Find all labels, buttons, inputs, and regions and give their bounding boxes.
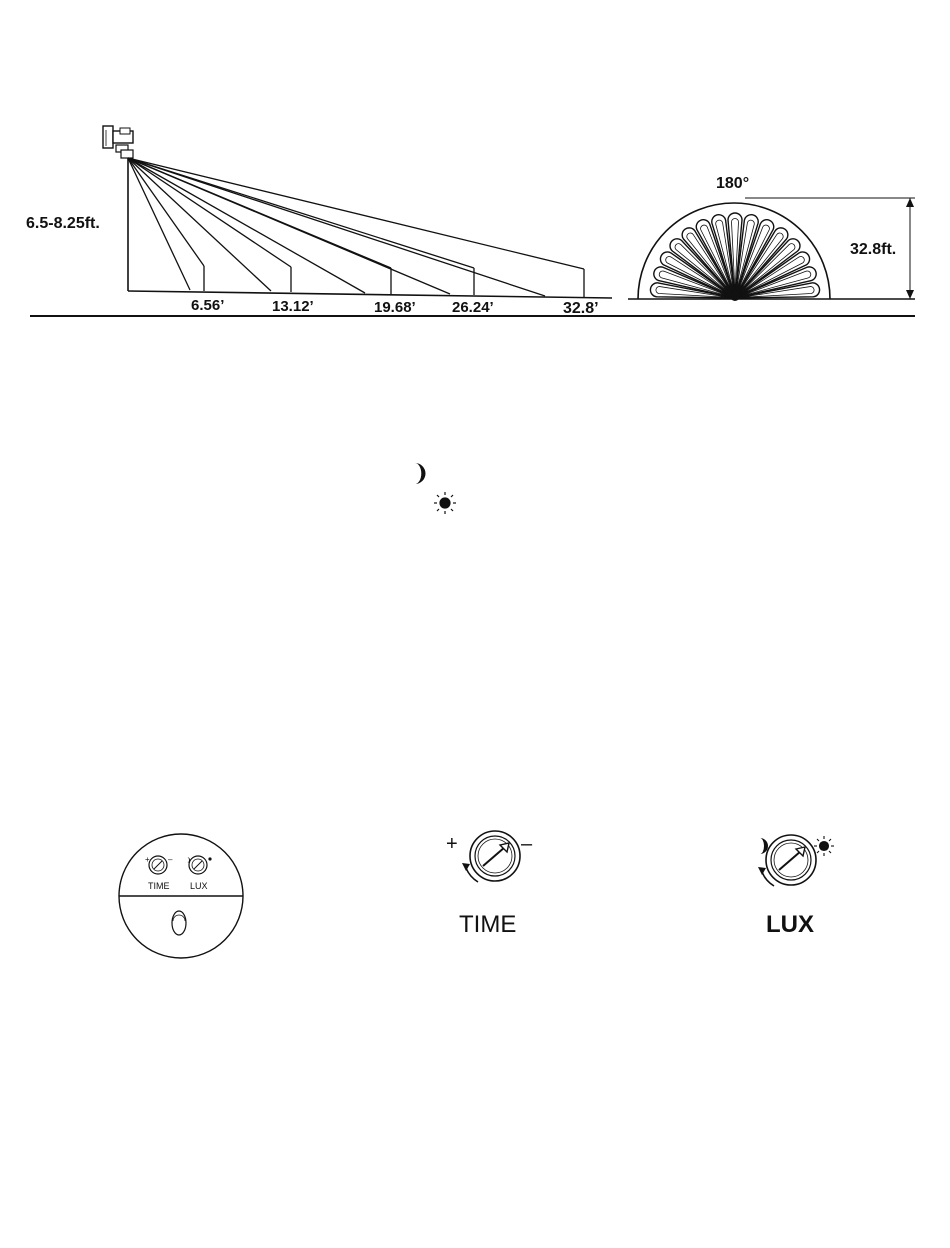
time-knob-label: TIME xyxy=(148,881,170,891)
sun-icon xyxy=(814,836,834,856)
distance-label: 6.56’ xyxy=(191,297,225,314)
moon-icon xyxy=(415,463,426,484)
control-panel xyxy=(119,834,243,958)
time-dial-label: TIME xyxy=(459,911,517,938)
radius-label: 32.8ft. xyxy=(850,241,897,258)
distance-label: 26.24’ xyxy=(452,299,494,316)
lux-knob[interactable] xyxy=(189,856,207,874)
top-view-diagram xyxy=(628,175,915,305)
time-knob[interactable] xyxy=(149,856,167,874)
sun-icon xyxy=(434,492,456,514)
lux-knob-label: LUX xyxy=(190,881,208,891)
svg-text:–: – xyxy=(168,855,173,864)
distance-label: 32.8’ xyxy=(563,300,599,317)
time-dial[interactable] xyxy=(462,831,520,882)
lux-dial-label: LUX xyxy=(766,911,814,938)
light-fixture-icon xyxy=(103,126,133,158)
distance-label: 13.12’ xyxy=(272,298,314,315)
time-plus-sign: + xyxy=(446,833,458,855)
svg-text:+: + xyxy=(145,855,150,864)
distance-label: 19.68’ xyxy=(374,299,416,316)
time-minus-sign: – xyxy=(521,833,533,855)
sensor-lens xyxy=(172,911,186,935)
angle-label: 180° xyxy=(716,175,750,192)
sun-icon xyxy=(208,857,211,860)
mounting-height-label: 6.5-8.25ft. xyxy=(26,215,100,232)
detection-beams xyxy=(128,158,584,297)
